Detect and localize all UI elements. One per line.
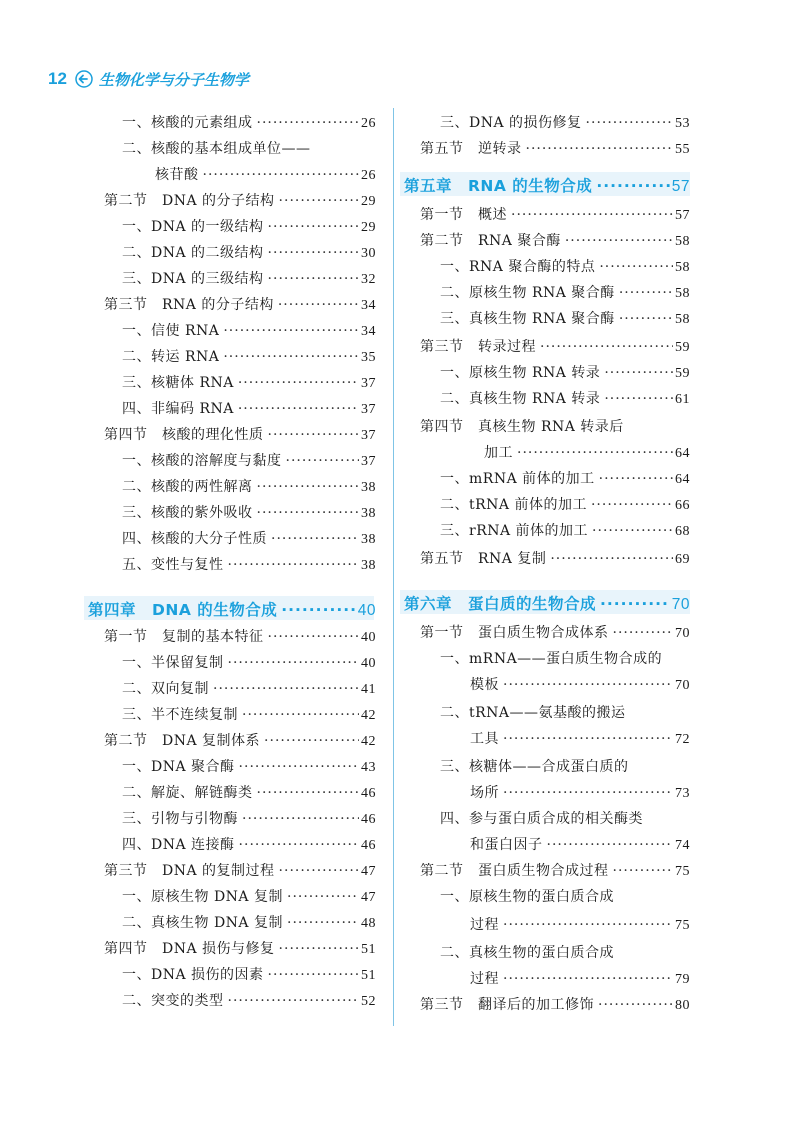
entry-page: 29 (361, 220, 376, 235)
toc-section[interactable] (104, 190, 376, 210)
leader-dots (257, 115, 360, 131)
toc-entry[interactable] (440, 282, 690, 302)
entry-page: 75 (675, 864, 690, 879)
entry-label: 二、真核生物 DNA 复制 (122, 915, 283, 931)
leader-dots (228, 557, 360, 573)
entry-page: 37 (361, 402, 376, 417)
toc-entry[interactable] (122, 756, 376, 776)
entry-page: 41 (361, 682, 376, 697)
toc-chapter[interactable] (404, 592, 690, 614)
entry-label: 加工 (484, 445, 513, 461)
entry-page: 57 (675, 208, 690, 223)
chapter-page: 57 (671, 178, 690, 195)
entry-page: 26 (361, 116, 376, 131)
entry-label: 四、核酸的大分子性质 (122, 531, 267, 547)
entry-label: 第五节 RNA 复制 (420, 551, 547, 567)
leader-dots (279, 193, 359, 209)
leader-dots (281, 601, 356, 619)
leader-dots (586, 115, 673, 131)
toc-entry[interactable] (122, 398, 376, 418)
entry-label: 第四节 真核生物 RNA 转录后 (420, 419, 624, 435)
leader-dots (242, 707, 359, 723)
chapter-label: 第六章 蛋白质的生物合成 (404, 595, 597, 613)
entry-label: 一、信使 RNA (122, 323, 220, 339)
leader-dots (239, 837, 359, 853)
entry-page: 38 (361, 558, 376, 573)
chapter-page: 70 (671, 596, 690, 613)
entry-page: 58 (675, 286, 690, 301)
entry-label: 第一节 复制的基本特征 (104, 629, 264, 645)
leader-dots (271, 531, 359, 547)
entry-label: 二、核酸的两性解离 (122, 479, 253, 495)
toc-entry[interactable] (122, 138, 311, 158)
entry-page: 34 (361, 298, 376, 313)
toc-entry[interactable] (440, 362, 690, 382)
entry-label: 第二节 蛋白质生物合成过程 (420, 863, 609, 879)
entry-label: 一、mRNA——蛋白质生物合成的 (440, 651, 663, 667)
toc-entry[interactable] (122, 346, 376, 366)
entry-label: 一、原核生物的蛋白质合成 (440, 889, 614, 905)
entry-label: 和蛋白因子 (470, 837, 543, 853)
entry-page: 58 (675, 312, 690, 327)
leader-dots (287, 889, 359, 905)
toc-entry[interactable] (122, 652, 376, 672)
leader-dots (596, 177, 669, 195)
entry-label: 三、引物与引物酶 (122, 811, 238, 827)
toc-entry[interactable] (122, 476, 376, 496)
toc-entry[interactable] (470, 674, 690, 694)
leader-dots (503, 677, 673, 693)
entry-label: 二、双向复制 (122, 681, 209, 697)
entry-page: 40 (361, 630, 376, 645)
entry-label: 二、DNA 的二级结构 (122, 245, 264, 261)
toc-entry[interactable] (122, 886, 376, 906)
entry-page: 40 (361, 656, 376, 671)
toc-entry[interactable] (440, 648, 662, 668)
entry-label: 过程 (470, 917, 499, 933)
toc-entry[interactable] (122, 320, 376, 340)
entry-label: 过程 (470, 971, 499, 987)
entry-label: 第一节 蛋白质生物合成体系 (420, 625, 609, 641)
leader-dots (592, 523, 673, 539)
toc-entry[interactable] (484, 442, 690, 462)
leader-dots (268, 245, 359, 261)
entry-page: 46 (361, 838, 376, 853)
entry-page: 47 (361, 864, 376, 879)
entry-label: 第三节 RNA 的分子结构 (104, 297, 274, 313)
entry-label: 一、DNA 的一级结构 (122, 219, 264, 235)
entry-label: 二、突变的类型 (122, 993, 224, 1009)
page-number: 12 (48, 69, 67, 88)
entry-label: 第四节 核酸的理化性质 (104, 427, 264, 443)
leader-dots (598, 997, 673, 1013)
entry-label: 模板 (470, 677, 499, 693)
toc-entry[interactable] (440, 886, 614, 906)
entry-label: 三、rRNA 前体的加工 (440, 523, 589, 539)
entry-label: 一、DNA 损伤的因素 (122, 967, 264, 983)
leader-dots (526, 141, 674, 157)
leader-dots (238, 375, 359, 391)
entry-label: 一、RNA 聚合酶的特点 (440, 259, 596, 275)
toc-entry[interactable] (470, 782, 690, 802)
leader-dots (257, 505, 360, 521)
leader-dots (604, 365, 673, 381)
entry-page: 58 (675, 234, 690, 249)
entry-page: 32 (361, 272, 376, 287)
toc-entry[interactable] (440, 756, 629, 776)
leader-dots (604, 391, 673, 407)
leader-dots (286, 453, 360, 469)
entry-page: 37 (361, 376, 376, 391)
toc-entry[interactable] (440, 308, 690, 328)
entry-label: 三、半不连续复制 (122, 707, 238, 723)
toc-entry[interactable] (122, 502, 376, 522)
toc-entry[interactable] (122, 268, 376, 288)
leader-dots (565, 233, 673, 249)
entry-label: 二、真核生物 RNA 转录 (440, 391, 601, 407)
toc-section[interactable] (420, 860, 690, 880)
entry-label: 四、DNA 连接酶 (122, 837, 235, 853)
book-title: 生物化学与分子生物学 (98, 70, 249, 89)
leader-dots (257, 479, 360, 495)
leader-dots (613, 863, 674, 879)
toc-entry[interactable] (440, 494, 690, 514)
entry-page: 38 (361, 532, 376, 547)
entry-label: 场所 (470, 785, 499, 801)
entry-label: 二、转运 RNA (122, 349, 220, 365)
entry-label: 一、mRNA 前体的加工 (440, 471, 595, 487)
entry-label: 一、原核生物 RNA 转录 (440, 365, 601, 381)
entry-page: 35 (361, 350, 376, 365)
entry-label: 第三节 DNA 的复制过程 (104, 863, 275, 879)
entry-label: 第二节 DNA 复制体系 (104, 733, 261, 749)
toc-section[interactable] (104, 730, 376, 750)
toc-entry[interactable] (122, 678, 376, 698)
toc-entry[interactable] (122, 782, 376, 802)
toc-section[interactable] (420, 994, 690, 1014)
entry-page: 53 (675, 116, 690, 131)
leader-dots (223, 323, 359, 339)
entry-label: 第二节 DNA 的分子结构 (104, 193, 275, 209)
leader-dots (238, 401, 359, 417)
toc-section[interactable] (420, 622, 690, 642)
toc-entry[interactable] (470, 834, 690, 854)
leader-dots (268, 629, 360, 645)
entry-label: 三、核糖体——合成蛋白质的 (440, 759, 629, 775)
leader-dots (503, 731, 673, 747)
entry-page: 42 (361, 708, 376, 723)
toc-section[interactable] (420, 416, 624, 436)
toc-entry[interactable] (122, 450, 376, 470)
entry-page: 64 (675, 472, 690, 487)
leader-dots (591, 497, 673, 513)
toc-chapter[interactable] (404, 174, 690, 196)
entry-label: 三、核酸的紫外吸收 (122, 505, 253, 521)
entry-page: 38 (361, 480, 376, 495)
entry-label: 二、tRNA 前体的加工 (440, 497, 587, 513)
toc-entry[interactable] (440, 520, 690, 540)
entry-page: 59 (675, 340, 690, 355)
toc-section[interactable] (420, 548, 690, 568)
entry-label: 工具 (470, 731, 499, 747)
entry-page: 46 (361, 786, 376, 801)
toc-section[interactable] (420, 138, 690, 158)
toc-section[interactable] (104, 860, 376, 880)
entry-page: 51 (361, 942, 376, 957)
leader-dots (599, 471, 673, 487)
toc-entry[interactable] (440, 808, 643, 828)
entry-page: 47 (361, 890, 376, 905)
leader-dots (264, 733, 359, 749)
entry-label: 三、DNA 的三级结构 (122, 271, 264, 287)
entry-label: 第一节 概述 (420, 207, 507, 223)
entry-label: 一、半保留复制 (122, 655, 224, 671)
entry-page: 37 (361, 454, 376, 469)
leader-dots (278, 297, 359, 313)
toc-entry[interactable] (122, 216, 376, 236)
entry-page: 79 (675, 972, 690, 987)
toc-entry[interactable] (122, 964, 376, 984)
entry-page: 70 (675, 626, 690, 641)
entry-page: 26 (361, 168, 376, 183)
leader-dots (279, 863, 359, 879)
leader-dots (223, 349, 359, 365)
toc-section[interactable] (420, 230, 690, 250)
entry-label: 五、变性与复性 (122, 557, 224, 573)
toc-section[interactable] (420, 336, 690, 356)
entry-label: 一、核酸的溶解度与黏度 (122, 453, 282, 469)
leader-dots (503, 971, 673, 987)
toc-entry[interactable] (122, 112, 376, 132)
entry-page: 73 (675, 786, 690, 801)
toc-entry[interactable] (440, 112, 690, 132)
toc-section[interactable] (104, 294, 376, 314)
leader-dots (203, 167, 360, 183)
entry-label: 四、非编码 RNA (122, 401, 234, 417)
toc-entry[interactable] (470, 968, 690, 988)
entry-label: 二、原核生物 RNA 聚合酶 (440, 285, 615, 301)
leader-dots (619, 285, 673, 301)
toc-entry[interactable] (440, 942, 614, 962)
entry-page: 74 (675, 838, 690, 853)
toc-entry[interactable] (122, 554, 376, 574)
toc-entry[interactable] (122, 912, 376, 932)
entry-page: 75 (675, 918, 690, 933)
column-divider (393, 108, 394, 1026)
leader-dots (279, 941, 359, 957)
leader-dots (613, 625, 674, 641)
leader-dots (503, 917, 673, 933)
entry-page: 58 (675, 260, 690, 275)
leader-dots (239, 759, 359, 775)
toc-entry[interactable] (122, 704, 376, 724)
entry-label: 一、核酸的元素组成 (122, 115, 253, 131)
entry-label: 第二节 RNA 聚合酶 (420, 233, 561, 249)
leader-dots (257, 785, 360, 801)
chapter-page: 40 (357, 602, 376, 619)
leader-dots (228, 655, 360, 671)
toc-entry[interactable] (440, 468, 690, 488)
entry-label: 二、tRNA——氨基酸的搬运 (440, 705, 626, 721)
toc-entry[interactable] (440, 256, 690, 276)
page-header (48, 66, 249, 92)
leader-dots (242, 811, 359, 827)
entry-label: 三、DNA 的损伤修复 (440, 115, 582, 131)
leader-dots (268, 427, 360, 443)
toc-entry[interactable] (155, 164, 376, 184)
toc-entry[interactable] (122, 808, 376, 828)
toc-section[interactable] (420, 204, 690, 224)
toc-section[interactable] (104, 938, 376, 958)
leader-dots (540, 339, 673, 355)
chapter-label: 第四章 DNA 的生物合成 (88, 601, 278, 619)
toc-entry[interactable] (122, 834, 376, 854)
entry-page: 29 (361, 194, 376, 209)
leader-dots (213, 681, 359, 697)
entry-page: 55 (675, 142, 690, 157)
toc-section[interactable] (104, 626, 376, 646)
entry-label: 第四节 DNA 损伤与修复 (104, 941, 275, 957)
entry-page: 51 (361, 968, 376, 983)
chapter-label: 第五章 RNA 的生物合成 (404, 177, 593, 195)
entry-label: 三、核糖体 RNA (122, 375, 234, 391)
leader-dots (268, 271, 359, 287)
leader-dots (268, 967, 359, 983)
entry-page: 64 (675, 446, 690, 461)
entry-label: 三、真核生物 RNA 聚合酶 (440, 311, 615, 327)
leader-dots (619, 311, 673, 327)
leader-dots (599, 259, 673, 275)
entry-page: 42 (361, 734, 376, 749)
toc-entry[interactable] (440, 702, 626, 722)
entry-page: 61 (675, 392, 690, 407)
entry-label: 核苷酸 (155, 167, 199, 183)
leader-dots (268, 219, 359, 235)
entry-page: 70 (675, 678, 690, 693)
entry-page: 72 (675, 732, 690, 747)
entry-page: 69 (675, 552, 690, 567)
leader-dots (228, 993, 360, 1009)
entry-page: 30 (361, 246, 376, 261)
toc-entry[interactable] (122, 990, 376, 1010)
entry-page: 48 (361, 916, 376, 931)
entry-label: 一、DNA 聚合酶 (122, 759, 235, 775)
entry-label: 四、参与蛋白质合成的相关酶类 (440, 811, 643, 827)
entry-page: 37 (361, 428, 376, 443)
leader-dots (511, 207, 673, 223)
leader-dots (503, 785, 673, 801)
leader-dots (517, 445, 673, 461)
toc-chapter[interactable] (88, 598, 376, 620)
toc-entry[interactable] (122, 372, 376, 392)
entry-page: 68 (675, 524, 690, 539)
entry-label: 第五节 逆转录 (420, 141, 522, 157)
toc-section[interactable] (104, 424, 376, 444)
leader-dots (550, 551, 673, 567)
toc-entry[interactable] (470, 914, 690, 934)
toc-entry[interactable] (122, 242, 376, 262)
entry-page: 34 (361, 324, 376, 339)
leader-dots (547, 837, 674, 853)
entry-page: 46 (361, 812, 376, 827)
toc-entry[interactable] (470, 728, 690, 748)
entry-label: 第三节 转录过程 (420, 339, 536, 355)
entry-label: 二、真核生物的蛋白质合成 (440, 945, 614, 961)
toc-entry[interactable] (440, 388, 690, 408)
entry-page: 59 (675, 366, 690, 381)
entry-label: 第三节 翻译后的加工修饰 (420, 997, 594, 1013)
entry-page: 38 (361, 506, 376, 521)
entry-label: 二、解旋、解链酶类 (122, 785, 253, 801)
leader-dots (600, 595, 670, 613)
entry-page: 80 (675, 998, 690, 1013)
entry-label: 一、原核生物 DNA 复制 (122, 889, 283, 905)
entry-page: 66 (675, 498, 690, 513)
entry-page: 52 (361, 994, 376, 1009)
entry-label: 二、核酸的基本组成单位—— (122, 141, 311, 157)
entry-page: 43 (361, 760, 376, 775)
leader-dots (287, 915, 359, 931)
back-arrow-icon (75, 70, 93, 88)
toc-entry[interactable] (122, 528, 376, 548)
